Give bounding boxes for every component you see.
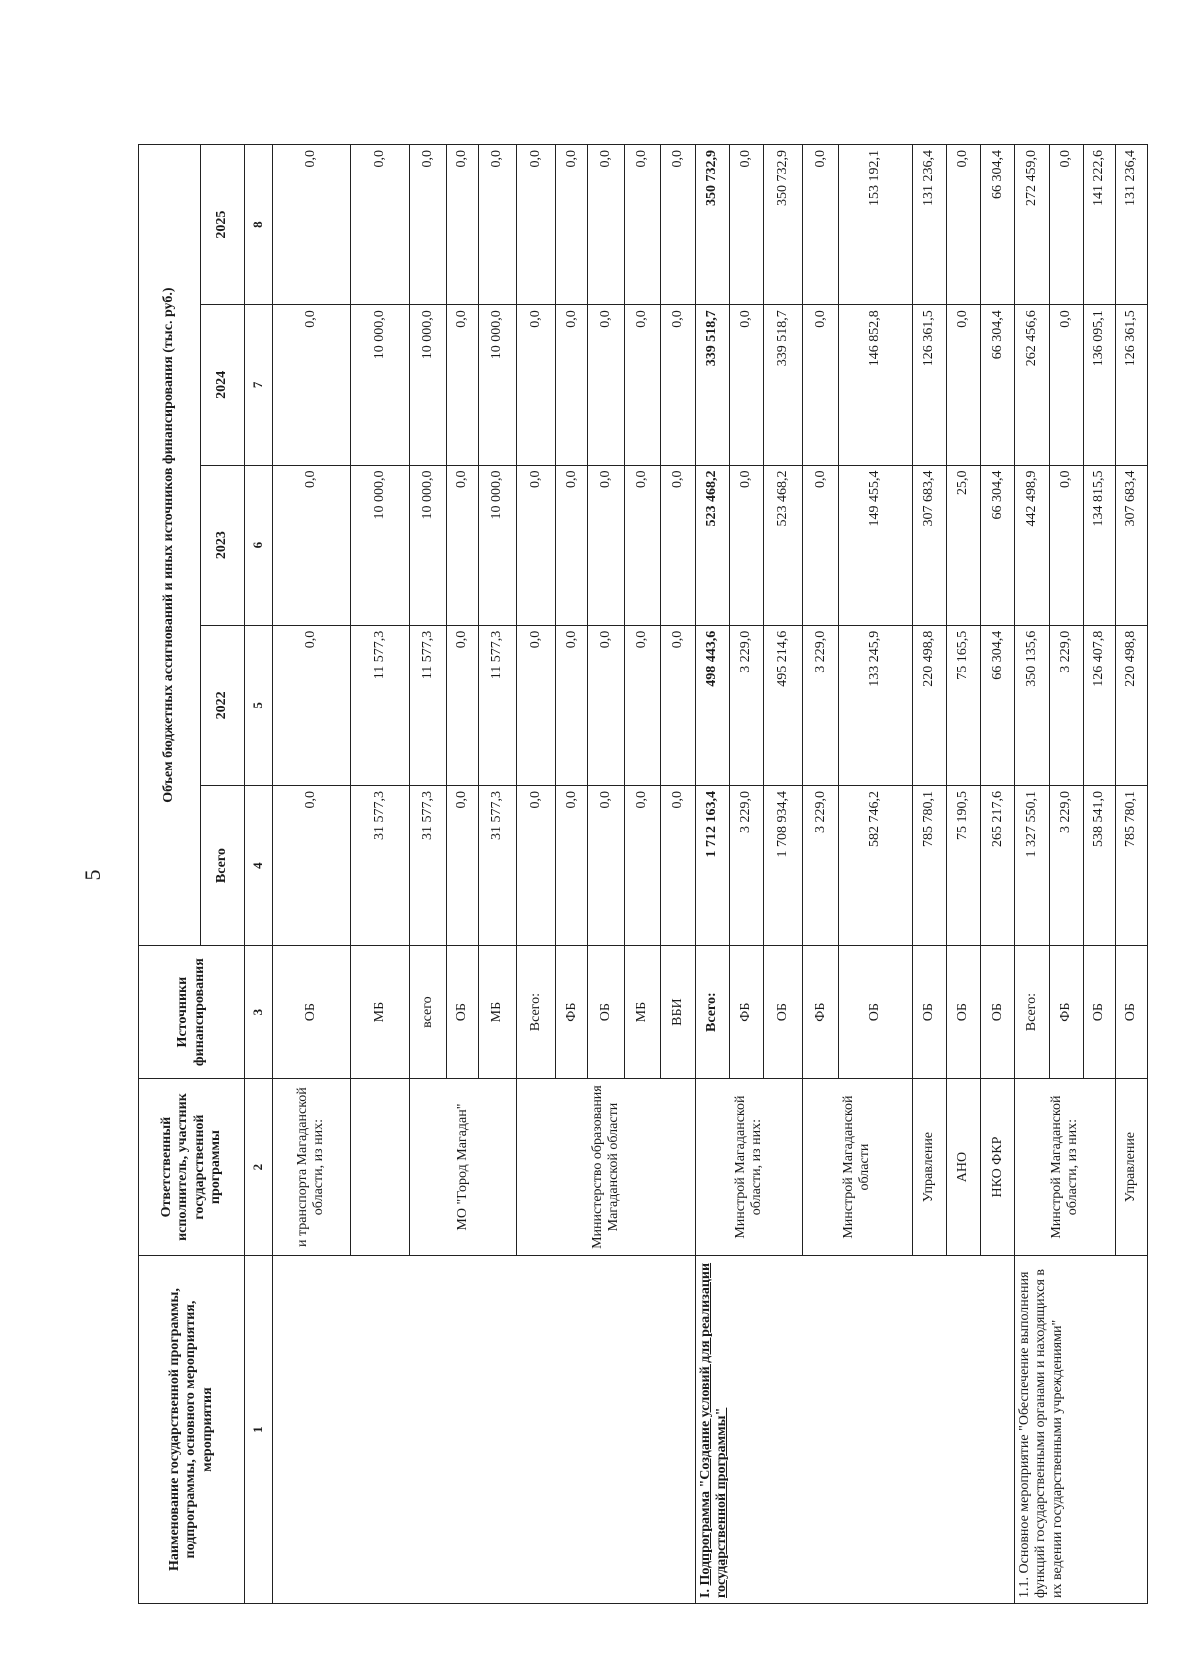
value-2022: 0,0 [661, 625, 695, 785]
value-2023: 523 468,2 [695, 465, 729, 625]
value-2022: 0,0 [446, 625, 478, 785]
header-2025: 2025 [201, 145, 245, 305]
column-number: 5 [245, 625, 273, 785]
value-total: 31 577,3 [410, 785, 447, 945]
value-total: 0,0 [588, 785, 625, 945]
value-2025: 141 222,6 [1083, 145, 1115, 305]
value-2022: 495 214,6 [764, 625, 803, 785]
value-2025: 0,0 [946, 145, 980, 305]
column-number: 6 [245, 465, 273, 625]
value-2024: 0,0 [802, 305, 839, 465]
value-2022: 3 229,0 [729, 625, 763, 785]
value-2023: 0,0 [556, 465, 588, 625]
value-2024: 0,0 [661, 305, 695, 465]
subprogram-name [695, 1256, 1015, 1604]
value-2024: 0,0 [556, 305, 588, 465]
column-number: 8 [245, 145, 273, 305]
responsible-cell: Управление [912, 1079, 946, 1256]
value-total: 0,0 [517, 785, 556, 945]
value-2023: 0,0 [661, 465, 695, 625]
value-2024: 262 456,6 [1015, 305, 1049, 465]
value-2022: 220 498,8 [1115, 625, 1147, 785]
source-cell: ОБ [273, 946, 351, 1079]
responsible-cell: Минстрой Магаданской области [802, 1079, 912, 1256]
value-total: 1 712 163,4 [695, 785, 729, 945]
source-cell: ОБ [981, 946, 1015, 1079]
value-2024: 339 518,7 [764, 305, 803, 465]
value-total: 1 708 934,4 [764, 785, 803, 945]
event-name: 1.1. Основное мероприятие "Обеспечение выполнения функций государственными органами и находящихся в их ведении государственными учреждениями" [1015, 1256, 1148, 1604]
table-row [1015, 145, 1049, 1604]
value-2022: 75 165,5 [946, 625, 980, 785]
value-total: 0,0 [446, 785, 478, 945]
column-number: 1 [245, 1256, 273, 1604]
value-2025: 0,0 [446, 145, 478, 305]
value-total: 3 229,0 [802, 785, 839, 945]
value-2024: 146 852,8 [839, 305, 912, 465]
value-total: 582 746,2 [839, 785, 912, 945]
header-responsible: Ответственный исполнитель, участник государственной программы [139, 1079, 245, 1256]
value-total: 3 229,0 [1049, 785, 1083, 945]
value-2024: 0,0 [588, 305, 625, 465]
value-total: 0,0 [661, 785, 695, 945]
value-total: 0,0 [273, 785, 351, 945]
value-2023: 149 455,4 [839, 465, 912, 625]
column-number: 4 [245, 785, 273, 945]
value-2025: 0,0 [588, 145, 625, 305]
value-2024: 126 361,5 [912, 305, 946, 465]
source-cell: ФБ [556, 946, 588, 1079]
value-2023: 0,0 [802, 465, 839, 625]
subprogram-link[interactable]: Подпрограмма "Создание условий для реализации государственной программы" [697, 1262, 729, 1598]
rotated-table-wrapper [138, 144, 1148, 1604]
value-2025: 272 459,0 [1015, 145, 1049, 305]
value-2022: 350 135,6 [1015, 625, 1049, 785]
source-cell: ОБ [588, 946, 625, 1079]
value-total: 265 217,6 [981, 785, 1015, 945]
value-2025: 153 192,1 [839, 145, 912, 305]
value-2023: 307 683,4 [1115, 465, 1147, 625]
value-2022: 3 229,0 [802, 625, 839, 785]
value-2025: 0,0 [273, 145, 351, 305]
header-volume: Объем бюджетных ассигнований и иных источников финансирования (тыс. руб.) [139, 145, 201, 946]
value-total: 3 229,0 [729, 785, 763, 945]
value-2022: 3 229,0 [1049, 625, 1083, 785]
name-cell-continued [273, 1256, 696, 1604]
value-total: 785 780,1 [912, 785, 946, 945]
responsible-cell: Управление [1115, 1079, 1147, 1256]
value-2022: 0,0 [624, 625, 661, 785]
value-2023: 0,0 [446, 465, 478, 625]
source-cell: Всего: [517, 946, 556, 1079]
value-2025: 0,0 [729, 145, 763, 305]
source-cell: ОБ [446, 946, 478, 1079]
value-2022: 11 577,3 [350, 625, 409, 785]
value-2023: 10 000,0 [350, 465, 409, 625]
value-2024: 0,0 [446, 305, 478, 465]
value-total: 75 190,5 [946, 785, 980, 945]
value-2022: 133 245,9 [839, 625, 912, 785]
header-2023: 2023 [201, 465, 245, 625]
value-2024: 0,0 [624, 305, 661, 465]
source-cell: ФБ [729, 946, 763, 1079]
value-2022: 66 304,4 [981, 625, 1015, 785]
source-cell: ОБ [839, 946, 912, 1079]
value-2023: 0,0 [729, 465, 763, 625]
value-2023: 0,0 [588, 465, 625, 625]
value-2025: 350 732,9 [695, 145, 729, 305]
value-2023: 442 498,9 [1015, 465, 1049, 625]
value-2024: 126 361,5 [1115, 305, 1147, 465]
column-numbers-row [245, 145, 273, 1604]
value-2024: 10 000,0 [478, 305, 517, 465]
header-2022: 2022 [201, 625, 245, 785]
value-total: 31 577,3 [350, 785, 409, 945]
source-cell: ФБ [1049, 946, 1083, 1079]
responsible-cell: АНО [946, 1079, 980, 1256]
value-2025: 66 304,4 [981, 145, 1015, 305]
value-2022: 11 577,3 [410, 625, 447, 785]
source-cell: МБ [350, 946, 409, 1079]
value-2023: 0,0 [273, 465, 351, 625]
value-2025: 0,0 [802, 145, 839, 305]
value-total: 0,0 [556, 785, 588, 945]
value-2022: 0,0 [556, 625, 588, 785]
value-2024: 0,0 [273, 305, 351, 465]
value-2022: 0,0 [517, 625, 556, 785]
value-2023: 134 815,5 [1083, 465, 1115, 625]
column-number: 2 [245, 1079, 273, 1256]
column-number: 3 [245, 946, 273, 1079]
value-2023: 307 683,4 [912, 465, 946, 625]
value-2023: 25,0 [946, 465, 980, 625]
value-2023: 0,0 [517, 465, 556, 625]
value-2023: 0,0 [624, 465, 661, 625]
source-cell: ОБ [912, 946, 946, 1079]
value-2022: 11 577,3 [478, 625, 517, 785]
value-2025: 350 732,9 [764, 145, 803, 305]
responsible-cell: Минстрой Магаданской области, из них: [1015, 1079, 1116, 1256]
header-2024: 2024 [201, 305, 245, 465]
value-total: 785 780,1 [1115, 785, 1147, 945]
source-cell: всего [410, 946, 447, 1079]
value-2025: 0,0 [478, 145, 517, 305]
source-cell: МБ [624, 946, 661, 1079]
header-total: Всего [201, 785, 245, 945]
value-2025: 131 236,4 [912, 145, 946, 305]
responsible-cell: Минстрой Магаданской области, из них: [695, 1079, 802, 1256]
value-2022: 498 443,6 [695, 625, 729, 785]
source-cell: МБ [478, 946, 517, 1079]
responsible-cell: МО "Город Магадан" [410, 1079, 517, 1256]
value-2022: 0,0 [588, 625, 625, 785]
source-cell: Всего: [695, 946, 729, 1079]
source-cell: Всего: [1015, 946, 1049, 1079]
value-total: 31 577,3 [478, 785, 517, 945]
source-cell: ВБИ [661, 946, 695, 1079]
value-2024: 10 000,0 [410, 305, 447, 465]
value-2025: 0,0 [517, 145, 556, 305]
value-2025: 0,0 [624, 145, 661, 305]
value-total: 1 327 550,1 [1015, 785, 1049, 945]
header-source: Источники финансирования [139, 946, 245, 1079]
value-2024: 10 000,0 [350, 305, 409, 465]
responsible-cell-empty [350, 1079, 409, 1256]
source-cell: ОБ [1115, 946, 1147, 1079]
page-number: 5 [80, 869, 105, 881]
value-2022: 220 498,8 [912, 625, 946, 785]
value-2024: 136 095,1 [1083, 305, 1115, 465]
value-2024: 0,0 [946, 305, 980, 465]
value-2025: 0,0 [661, 145, 695, 305]
value-2025: 0,0 [556, 145, 588, 305]
value-2025: 0,0 [350, 145, 409, 305]
responsible-cell: Министерство образования Магаданской области [517, 1079, 695, 1256]
value-2023: 66 304,4 [981, 465, 1015, 625]
source-cell: ОБ [946, 946, 980, 1079]
value-2024: 66 304,4 [981, 305, 1015, 465]
value-total: 0,0 [624, 785, 661, 945]
value-2022: 0,0 [273, 625, 351, 785]
responsible-cell: и транспорта Магаданской области, из них: [273, 1079, 351, 1256]
responsible-cell: НКО ФКР [981, 1079, 1015, 1256]
value-2023: 10 000,0 [478, 465, 517, 625]
subprogram-number: I. [697, 1585, 713, 1598]
value-2023: 0,0 [1049, 465, 1083, 625]
budget-table [138, 144, 1148, 1604]
source-cell: ОБ [1083, 946, 1115, 1079]
value-2024: 0,0 [517, 305, 556, 465]
value-2022: 126 407,8 [1083, 625, 1115, 785]
value-2025: 0,0 [1049, 145, 1083, 305]
value-2025: 0,0 [410, 145, 447, 305]
value-2024: 0,0 [729, 305, 763, 465]
table-row [273, 145, 351, 1604]
value-2023: 10 000,0 [410, 465, 447, 625]
header-name: Наименование государственной программы, подпрограммы, основного мероприятия, мероприятия [139, 1256, 245, 1604]
source-cell: ОБ [764, 946, 803, 1079]
value-2023: 523 468,2 [764, 465, 803, 625]
value-total: 538 541,0 [1083, 785, 1115, 945]
value-2025: 131 236,4 [1115, 145, 1147, 305]
value-2024: 0,0 [1049, 305, 1083, 465]
table-row [695, 145, 729, 1604]
column-number: 7 [245, 305, 273, 465]
source-cell: ФБ [802, 946, 839, 1079]
value-2024: 339 518,7 [695, 305, 729, 465]
